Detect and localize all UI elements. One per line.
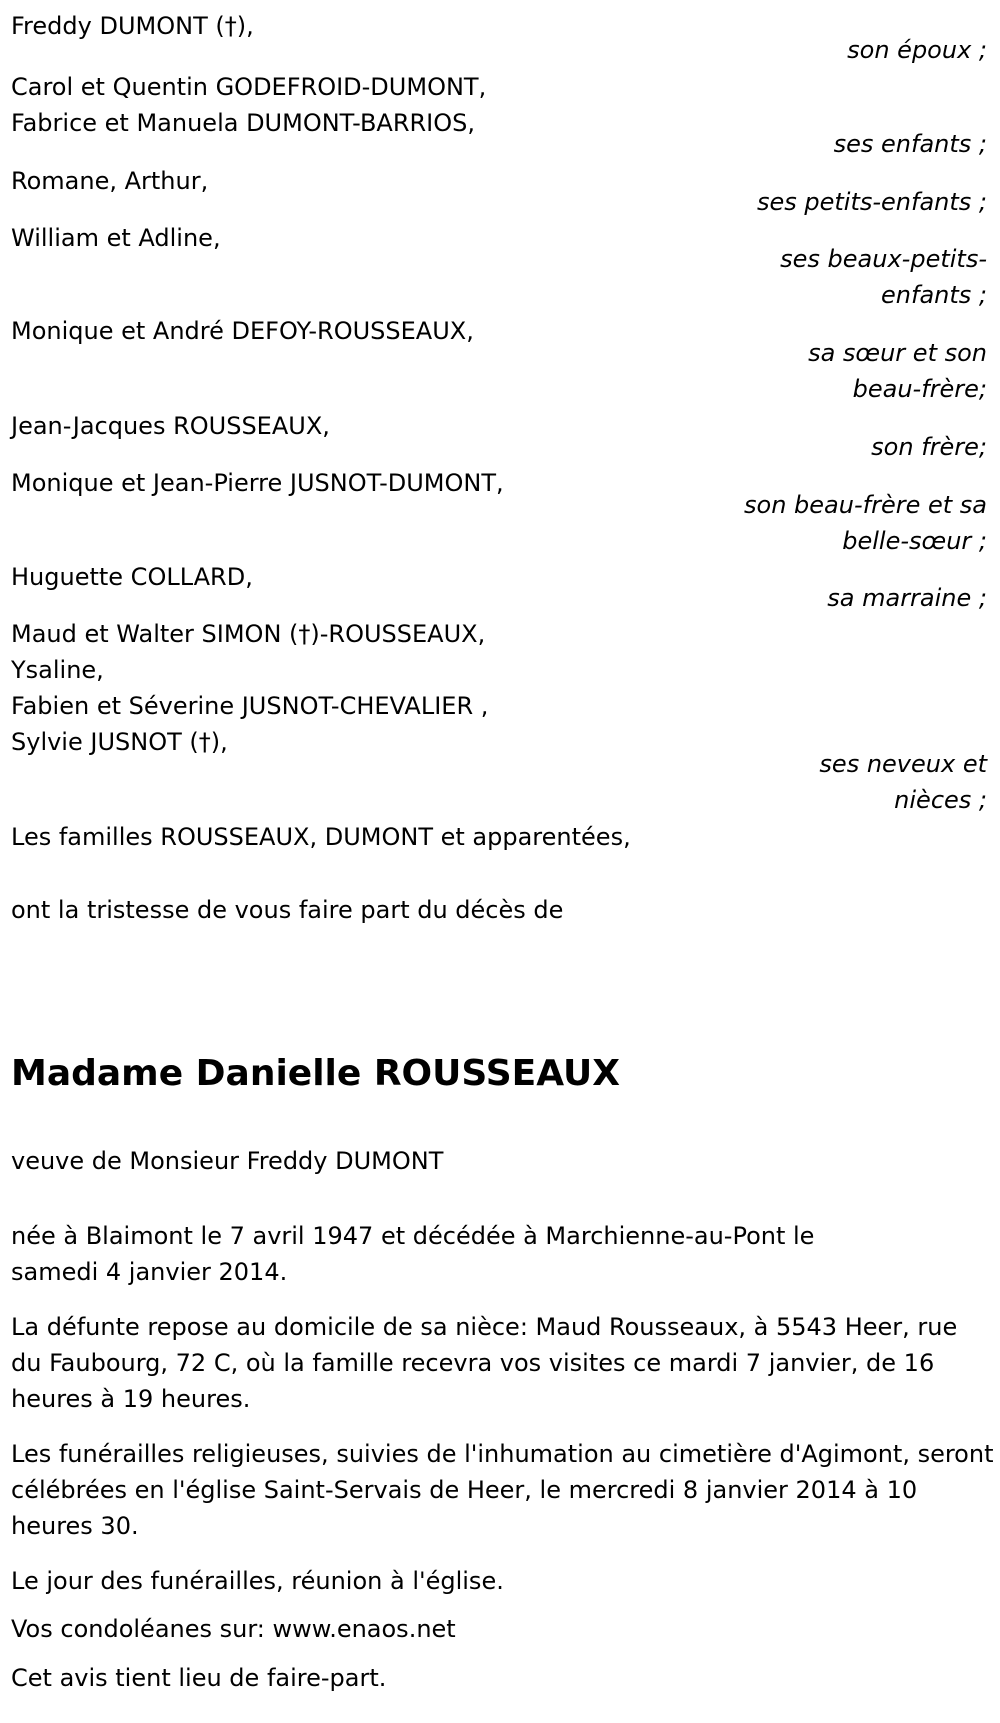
- family-name-line: Fabien et Séverine JUSNOT-CHEVALIER ,: [11, 692, 489, 720]
- deceased-name: Madame Danielle ROUSSEAUX: [11, 1053, 620, 1094]
- family-name-line: Maud et Walter SIMON (†)-ROUSSEAUX,: [11, 620, 486, 648]
- family-name-line: Sylvie JUSNOT (†),: [11, 728, 228, 756]
- family-relation: son frère;: [871, 433, 987, 461]
- family-name-line: Fabrice et Manuela DUMONT-BARRIOS,: [11, 109, 476, 137]
- family-relation: ses enfants ;: [833, 130, 987, 158]
- family-relation: son époux ;: [847, 36, 987, 64]
- family-name-line: Ysaline,: [11, 656, 104, 684]
- families-line: Les familles ROUSSEAUX, DUMONT et apparentées,: [11, 823, 631, 851]
- family-relation: ses beaux-petits-enfants ;: [780, 245, 987, 309]
- family-relation: sa sœur et son beau-frère;: [808, 339, 987, 403]
- family-relation: ses petits-enfants ;: [756, 188, 987, 216]
- family-name-line: Romane, Arthur,: [11, 167, 209, 195]
- family-relation: sa marraine ;: [827, 584, 987, 612]
- widow-of-line: veuve de Monsieur Freddy DUMONT: [11, 1147, 444, 1175]
- family-relation: son beau-frère et sa belle-sœur ;: [744, 491, 987, 555]
- family-name-line: Freddy DUMONT (†),: [11, 12, 254, 40]
- birth-death-paragraph: née à Blaimont le 7 avril 1947 et décédée à Marchienne-au-Pont le samedi 4 janvier 2014.: [11, 1222, 815, 1286]
- family-name-line: Huguette COLLARD,: [11, 563, 253, 591]
- notice-paragraph: Cet avis tient lieu de faire-part.: [11, 1664, 387, 1692]
- family-name-line: Jean-Jacques ROUSSEAUX,: [11, 412, 330, 440]
- family-name-line: Carol et Quentin GODEFROID-DUMONT,: [11, 73, 487, 101]
- family-name-line: Monique et André DEFOY-ROUSSEAUX,: [11, 317, 474, 345]
- funeral-paragraph: Les funérailles religieuses, suivies de l'inhumation au cimetière d'Agimont, seront célébrées en l'église Saint-Servais de Heer, le mercredi 8 janvier 2014 à 10 heures 30.: [11, 1440, 994, 1540]
- family-relation: ses neveux et nièces ;: [819, 750, 987, 814]
- condolences-paragraph: Vos condoléanes sur: www.enaos.net: [11, 1615, 456, 1643]
- announcement-text: ont la tristesse de vous faire part du décès de: [11, 896, 564, 924]
- family-name-line: William et Adline,: [11, 224, 221, 252]
- funeral-day-paragraph: Le jour des funérailles, réunion à l'église.: [11, 1567, 504, 1595]
- visitation-paragraph: La défunte repose au domicile de sa nièce: Maud Rousseaux, à 5543 Heer, rue du Faubourg, 72 C, où la famille recevra vos visites ce mardi 7 janvier, de 16 heures à 19 heures.: [11, 1313, 958, 1413]
- family-name-line: Monique et Jean-Pierre JUSNOT-DUMONT,: [11, 469, 504, 497]
